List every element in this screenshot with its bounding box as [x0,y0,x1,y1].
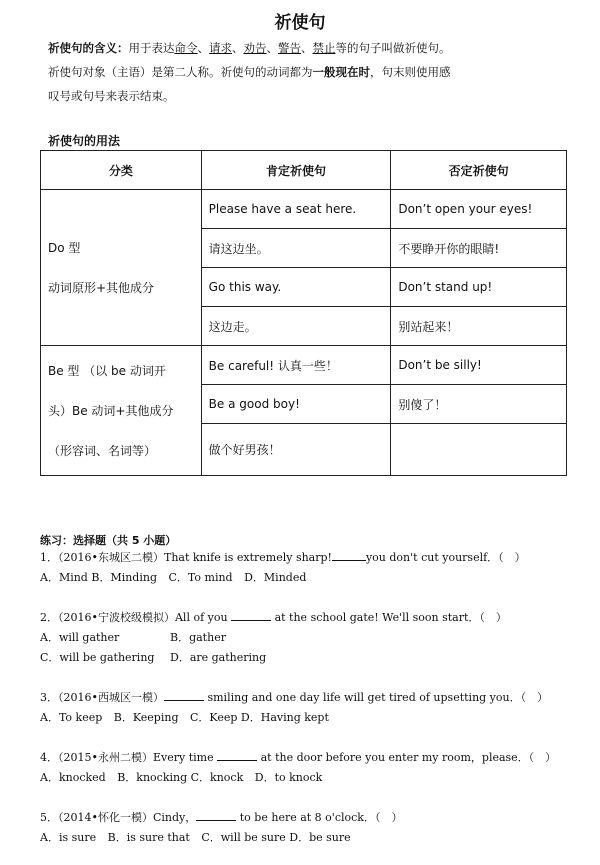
stem-text: at the door before you enter my room，please．（ ） [260,751,557,764]
options-row [40,828,590,848]
option-a: A．Mind [40,571,88,584]
keyword-prohibition: 禁止 [312,41,336,55]
keyword-warning: 警告 [278,41,301,55]
do-type-label: Do 型 [48,240,81,255]
intro-text: 用于表达 [128,41,175,55]
intro-line-3: 叹号或句号来表示结束。 [48,89,175,103]
stem-text: 3．（2016•西城区一模） [40,691,164,704]
negative-cell: Don’t be silly! [391,346,567,385]
option-d: D．are gathering [170,651,267,664]
usage-table [40,150,567,476]
question-2 [40,608,590,668]
be-type-cell [41,346,202,476]
negative-cell: 不要睁开你的眼睛! [391,229,567,268]
option-b: B．Keeping [113,711,179,724]
question-5 [40,808,590,848]
option-d: D．Having kept [240,711,329,724]
sep: 、 [301,41,313,55]
option-b: B．gather [170,631,226,644]
keyword-advice: 劝告 [243,41,267,55]
keyword-present-tense: 一般现在时 [312,65,370,79]
intro-text: 等的句子叫做祈使句。 [335,41,451,55]
question-stem [40,688,590,708]
header-affirmative: 肯定祈使句 [201,151,391,190]
keyword-request: 请求 [209,41,232,55]
answer-blank [332,549,366,561]
exercise-heading: 练习：选择题（共 5 小题） [40,534,177,547]
table-header-row [41,151,567,190]
affirmative-cell: Be careful! 认真一些！ [201,346,391,385]
sep: 、 [197,41,209,55]
stem-text: to be here at 8 o'clock．（ ） [239,811,403,824]
stem-text: at the school gate! We'll soon start．（ ） [274,611,507,624]
question-3 [40,688,590,728]
sep: 、 [232,41,244,55]
negative-cell [391,424,567,476]
intro-text: ，句末则使用感 [370,65,451,79]
options-row [40,648,590,668]
stem-text: 1．（2016•东城区二模）That knife is extremely sharp! [40,551,332,564]
usage-heading: 祈使句的用法 [48,134,121,148]
question-stem [40,608,590,628]
be-type-label: Be 型 （以 be 动词开 [48,363,166,378]
question-stem [40,548,590,568]
affirmative-cell: 做个好男孩！ [201,424,391,476]
keyword-command: 命令 [174,41,198,55]
option-b: B．Minding [91,571,157,584]
negative-cell: 别傻了！ [391,385,567,424]
option-c: C．To mind [168,571,233,584]
intro-paragraph [48,40,568,104]
page-title: 祈使句 [274,13,326,33]
option-c: C．will be gathering [40,651,155,664]
table-row [41,190,567,229]
option-a: A．To keep [40,711,103,724]
answer-blank [196,809,236,821]
option-d: D．to knock [254,771,323,784]
option-b: B．is sure that [107,831,190,844]
affirmative-cell: Go this way. [201,268,391,307]
option-d: D．Minded [244,571,307,584]
option-c: C．will be sure [201,831,286,844]
answer-blank [217,749,257,761]
stem-text: you don't cut yourself．（ ） [365,551,526,564]
negative-cell: Don’t stand up! [391,268,567,307]
options-row [40,708,590,728]
affirmative-cell: 这边走。 [201,307,391,346]
intro-line-1 [48,40,568,56]
header-negative: 否定祈使句 [391,151,567,190]
options-row [40,628,590,648]
option-c: C．Keep [190,711,238,724]
question-1 [40,548,590,588]
affirmative-cell: Please have a seat here. [201,190,391,229]
options-row [40,568,590,588]
option-c: C．knock [190,771,244,784]
stem-text: smiling and one day life will get tired of upsetting you．（ ） [207,691,549,704]
table-row [41,346,567,385]
option-b: B．knocking [117,771,188,784]
be-type-note: （形容词、名词等） [48,443,157,458]
affirmative-cell: Be a good boy! [201,385,391,424]
header-category: 分类 [41,151,202,190]
option-a: A．will gather [40,631,120,644]
affirmative-cell: 请这边坐。 [201,229,391,268]
option-d: D．be sure [289,831,351,844]
negative-cell: Don’t open your eyes! [391,190,567,229]
answer-blank [164,689,204,701]
option-a: A．knocked [40,771,106,784]
answer-blank [231,609,271,621]
intro-label: 祈使句的含义： [48,41,129,55]
question-4 [40,748,590,788]
do-type-cell [41,190,202,346]
negative-cell: 别站起来！ [391,307,567,346]
option-a: A．is sure [40,831,97,844]
be-type-structure: 头）Be 动词+其他成分 [48,403,174,418]
question-stem [40,808,590,828]
stem-text: 4．（2015•永州二模）Every time [40,751,214,764]
question-stem [40,748,590,768]
intro-line-2 [48,64,568,80]
options-row [40,768,590,788]
intro-text: 祈使句对象（主语）是第二人称。祈使句的动词都为 [48,65,313,79]
do-type-structure: 动词原形+其他成分 [48,280,155,295]
stem-text: 5．（2014•怀化一模）Cindy， [40,811,197,824]
sep: 、 [266,41,278,55]
stem-text: 2．（2016•宁波校级模拟）All of you [40,611,228,624]
